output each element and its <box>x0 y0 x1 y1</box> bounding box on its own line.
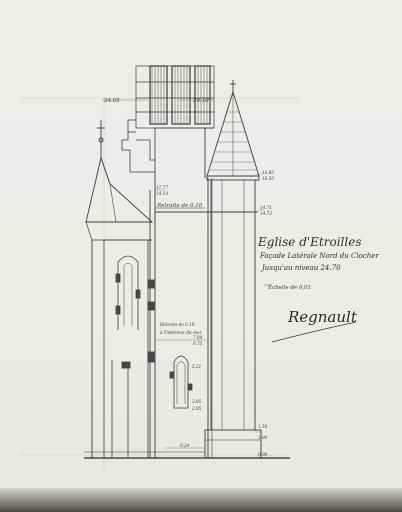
ground-level-left: 0.24 <box>180 443 190 448</box>
level-note: Jusqu'au niveau 24.70 <box>262 264 341 272</box>
inner-retraite-label-2: à l'intérieur du mur <box>160 330 202 335</box>
inner-level-b: 6.75 <box>193 341 203 346</box>
level-buttress-b: 14.10 <box>156 191 168 196</box>
signature: Regnault <box>288 308 357 326</box>
church-title: Eglise d'Etroilles <box>258 235 362 249</box>
level-top-left: 24.05 <box>104 98 120 104</box>
level-top-mid: 29.10 <box>193 98 209 104</box>
inner-retraite-label-1: Retraite de 0.10 <box>160 322 195 327</box>
ground-level-right: 0.00 <box>258 452 268 457</box>
construction-lines <box>20 98 300 470</box>
turret-spire <box>205 80 261 458</box>
window-level-c: 2.95 <box>192 406 202 411</box>
level-spire-a: 16.80 <box>262 170 274 175</box>
retraite-level-a: 14.71 <box>260 205 272 210</box>
retraite-label: Retraite de 0.10 <box>157 203 203 209</box>
facade-subtitle: Façade Latérale Nord du Clocher <box>260 252 379 260</box>
belfry <box>136 66 214 128</box>
tower-walls <box>150 128 258 458</box>
window-level-b: 3.85 <box>192 399 202 404</box>
small-spire <box>86 120 152 458</box>
inner-level-a: 7.00 <box>193 335 203 340</box>
tower-window <box>170 356 192 408</box>
level-buttress-a: 17.77 <box>156 185 168 190</box>
level-spire-b: 16.50 <box>262 176 274 181</box>
base-level-b: 1.00 <box>258 435 268 440</box>
side-chapel <box>104 240 154 458</box>
base-level-a: 1.50 <box>258 424 268 429</box>
level-leaders <box>102 100 264 448</box>
scale-note: Echelle de 0,01 <box>268 285 312 291</box>
retraite-level-b: 14.72 <box>260 211 272 216</box>
window-level-a: 5.21 <box>192 364 202 369</box>
